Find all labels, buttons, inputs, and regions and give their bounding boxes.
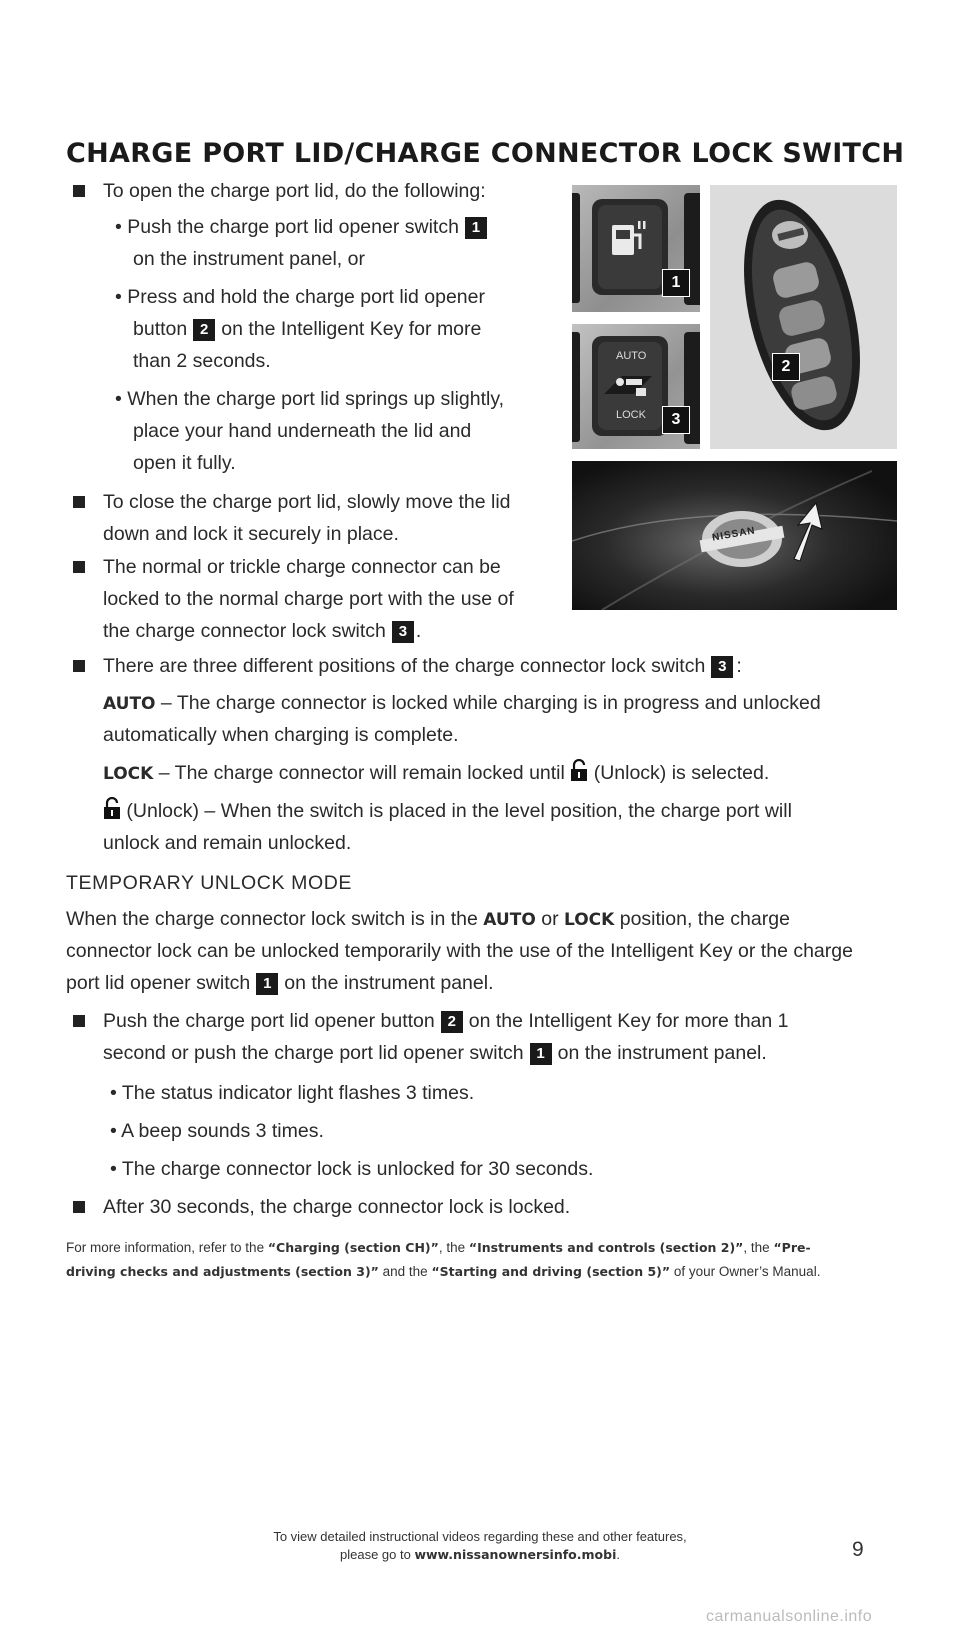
temp-para-3: port lid opener switch 1 on the instrument panel. [66,972,494,994]
open-intro: To open the charge port lid, do the following: [103,180,486,202]
position-unlock-cont: unlock and remain unlocked. [103,832,352,854]
page-title: CHARGE PORT LID/CHARGE CONNECTOR LOCK SWITCH [66,138,905,169]
trickle-line-1: The normal or trickle charge connector can be [103,556,501,578]
open-step-1: • Push the charge port lid opener switch 1 [115,212,493,242]
temp-para-1: When the charge connector lock switch is in the AUTO or LOCK position, the charge [66,908,790,930]
photo-lock-switch [572,324,700,449]
callout-badge-3: 3 [711,656,733,678]
positions-intro: There are three different positions of the charge connector lock switch 3 : [103,655,742,677]
photo-callout-3: 3 [662,406,690,434]
position-auto: AUTO – The charge connector is locked while charging is in progress and unlocked [103,692,821,714]
unlock-icon [570,759,588,781]
bullet-square [73,561,85,573]
temp-bullet-1-cont: second or push the charge port lid opener switch 1 on the instrument panel. [103,1042,767,1064]
callout-badge-1: 1 [465,217,487,239]
close-line-2: down and lock it securely in place. [103,523,399,545]
callout-badge-2: 2 [193,319,215,341]
open-step-1-cont: on the instrument panel, or [133,248,365,270]
callout-badge-3: 3 [392,621,414,643]
brand-text: NISSAN [711,525,757,544]
temp-bullet-1: Push the charge port lid opener button 2 on the Intelligent Key for more than 1 [103,1010,789,1032]
photo-intelligent-key [710,185,897,449]
footer-line-2: please go to www.nissanownersinfo.mobi. [340,1547,620,1562]
watermark: carmanualsonline.info [706,1608,873,1625]
open-step-2-cont: button 2 on the Intelligent Key for more [133,318,482,340]
position-auto-cont: automatically when charging is complete. [103,724,459,746]
photo-opener-switch [572,185,700,312]
more-info-note: For more information, refer to the “Charging (section CH)”, the “Instruments and controls (section 2)”, the “Pre- driving checks and adjustments (section 3)” and the “Starting and driving (section 5)” of your Owner’s Manual. [66,1240,821,1279]
callout-badge-2: 2 [441,1011,463,1033]
bullet-square [73,496,85,508]
label-auto: AUTO [616,350,647,362]
position-unlock: (Unlock) – When the switch is placed in the level position, the charge port will [103,796,792,826]
close-line-1: To close the charge port lid, slowly move the lid [103,491,511,513]
photo-callout-2: 2 [772,353,800,381]
trickle-line-2: locked to the normal charge port with the use of [103,588,514,610]
intelligent-key-illustration [710,185,897,449]
open-step-3-cont: place your hand underneath the lid and [133,420,472,442]
trickle-line-3: the charge connector lock switch 3 . [103,620,422,642]
footer-line-1: To view detailed instructional videos regarding these and other features, [273,1529,687,1544]
position-lock: LOCK – The charge connector will remain locked until (Unlock) is selected. [103,758,769,789]
open-step-3: • When the charge port lid springs up slightly, [115,388,505,410]
callout-badge-1: 1 [256,973,278,995]
label-lock: LOCK [616,409,646,421]
temp-para-2: connector lock can be unlocked temporarily with the use of the Intelligent Key or the charge [66,940,853,962]
open-step-2-end: than 2 seconds. [133,350,271,372]
temp-after: After 30 seconds, the charge connector lock is locked. [103,1196,571,1218]
photo-callout-1: 1 [662,269,690,297]
unlock-icon [103,797,121,819]
open-step-2: • Press and hold the charge port lid opener [115,286,485,308]
temp-detail-2: • A beep sounds 3 times. [110,1120,324,1142]
temp-detail-1: • The status indicator light flashes 3 times. [110,1082,475,1104]
bullet-square [73,185,85,197]
callout-badge-1: 1 [530,1043,552,1065]
bullet-square [73,1015,85,1027]
temp-heading: TEMPORARY UNLOCK MODE [66,872,353,894]
temp-detail-3: • The charge connector lock is unlocked for 30 seconds. [110,1158,594,1180]
owners-info-link[interactable]: www.nissanownersinfo.mobi [414,1547,617,1562]
bullet-square [73,660,85,672]
photo-charge-port-lid [572,461,897,610]
bullet-square [73,1201,85,1213]
open-step-3-end: open it fully. [133,452,236,474]
page-number: 9 [852,1538,864,1561]
